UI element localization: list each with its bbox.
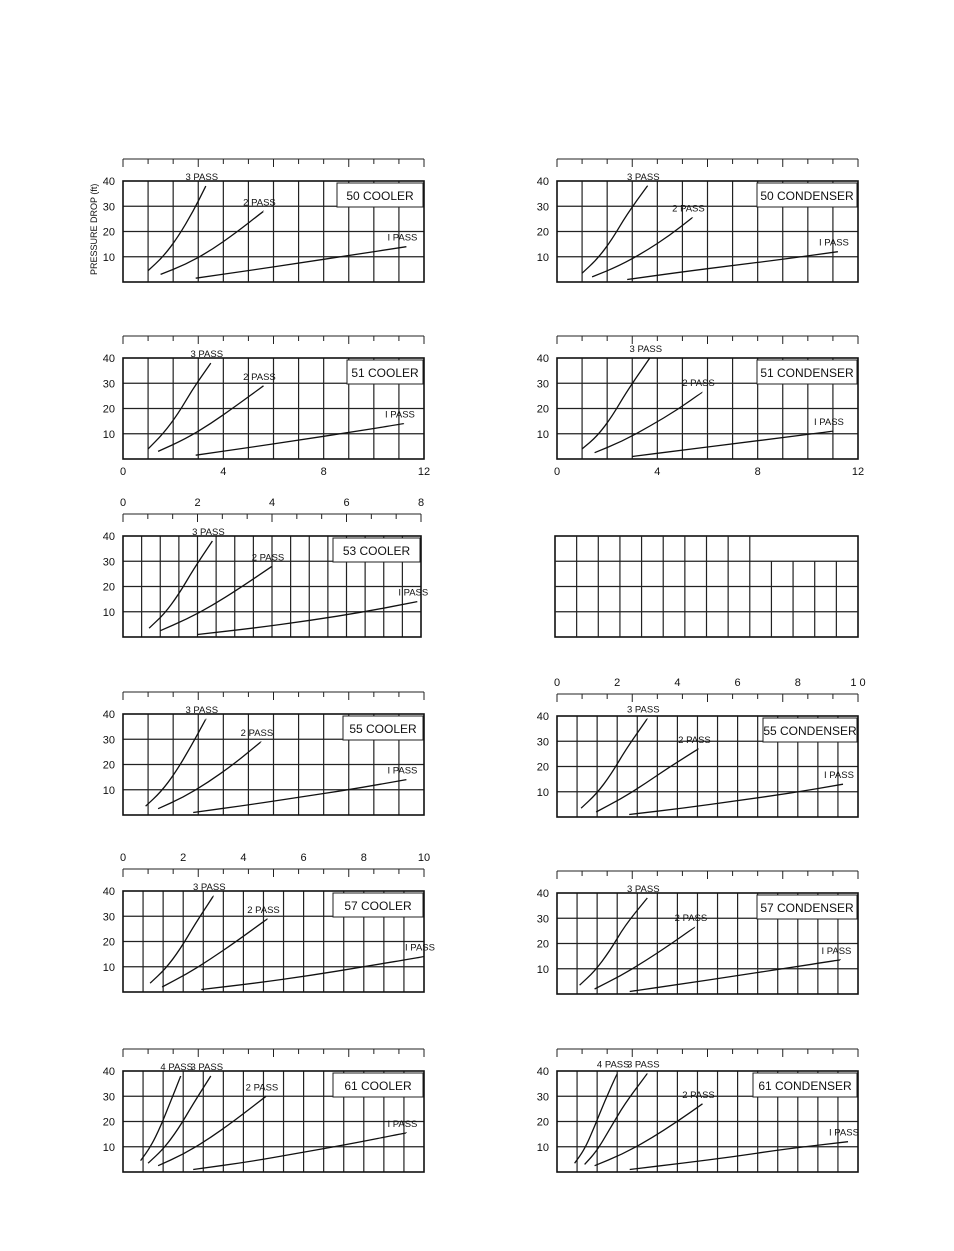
y-tick-label: 30: [102, 734, 115, 747]
y-tick-label: 30: [102, 201, 115, 214]
y-tick-label: 20: [102, 759, 115, 772]
y-tick-label: 20: [102, 936, 115, 949]
x-tick-label: 0: [119, 852, 127, 864]
series-label-3-pass: 3 PASS: [627, 172, 660, 184]
series-line-3-pass: [585, 1074, 648, 1165]
x-tick-label: 10: [417, 852, 431, 864]
y-tick-label: 10: [536, 786, 549, 799]
series-label-i-pass: I PASS: [829, 1127, 859, 1139]
y-tick-label: 20: [536, 1116, 549, 1129]
series-line-i-pass: [193, 1133, 406, 1170]
series-label-i-pass: I PASS: [818, 237, 849, 249]
x-tick-label: 2: [614, 677, 621, 689]
x-tick-label: 4: [240, 852, 247, 864]
x-tick-label: 0: [553, 677, 561, 689]
chart-title: 51 CONDENSER: [760, 366, 854, 380]
y-tick-label: 10: [536, 1141, 549, 1154]
chart-55-condenser: [537, 677, 866, 817]
chart-title: 55 COOLER: [349, 722, 417, 736]
series-line-2-pass: [158, 1096, 266, 1165]
series-line-i-pass: [630, 960, 841, 992]
series-line-3-pass: [146, 719, 206, 806]
x-tick-label: 8: [320, 466, 327, 478]
y-tick-label: 40: [102, 1066, 115, 1078]
x-tick-label: 4: [674, 677, 681, 689]
x-tick-label: 12: [417, 466, 431, 478]
x-tick-label: 8: [754, 466, 761, 478]
series-label-2-pass: 2 PASS: [247, 904, 280, 916]
series-label-2-pass: 2 PASS: [243, 197, 276, 209]
y-tick-label: 10: [102, 1141, 115, 1154]
x-tick-label: 0: [119, 466, 127, 478]
chart-title: 57 CONDENSER: [760, 901, 854, 915]
y-tick-label: 20: [536, 761, 549, 774]
series-line-4-pass: [141, 1076, 181, 1161]
y-tick-label: 20: [102, 1116, 115, 1129]
chart-title: 50 CONDENSER: [760, 189, 854, 203]
series-line-3-pass: [149, 541, 212, 628]
y-tick-label: 10: [102, 428, 115, 441]
series-line-i-pass: [201, 957, 424, 990]
y-tick-label: 30: [102, 911, 115, 924]
x-tick-label: 2: [194, 497, 201, 509]
y-tick-label: 30: [536, 1091, 549, 1104]
series-label-2-pass: 2 PASS: [674, 913, 708, 925]
y-tick-label: 40: [102, 353, 115, 365]
series-label-i-pass: I PASS: [823, 770, 854, 782]
series-line-i-pass: [196, 424, 404, 456]
series-label-2-pass: 2 PASS: [245, 1082, 279, 1094]
y-tick-label: 10: [102, 784, 115, 797]
chart-title: 57 COOLER: [344, 899, 412, 913]
series-label-3-pass: 3 PASS: [627, 1059, 660, 1071]
x-tick-label: 4: [654, 466, 661, 478]
y-tick-label: 10: [536, 963, 549, 976]
series-label-3-pass: 3 PASS: [192, 527, 225, 539]
chart-51-condenser: [537, 336, 864, 478]
x-tick-label: 4: [268, 497, 276, 509]
y-tick-label: 40: [102, 176, 115, 188]
x-tick-label: 8: [360, 852, 367, 864]
chart-61-condenser: [537, 1049, 859, 1172]
series-label-3-pass: 3 PASS: [190, 349, 224, 361]
x-tick-label: 6: [343, 497, 350, 509]
series-label-3-pass: 3 PASS: [627, 704, 660, 716]
series-label-i-pass: I PASS: [387, 1118, 418, 1130]
series-label-i-pass: I PASS: [821, 945, 852, 957]
series-label-2-pass: 2 PASS: [251, 552, 285, 564]
series-line-2-pass: [595, 1104, 703, 1166]
chart-53-cooler: [103, 497, 428, 637]
series-line-3-pass: [582, 186, 647, 273]
x-tick-label: 6: [300, 852, 307, 864]
series-line-i-pass: [630, 1142, 848, 1170]
series-label-2-pass: 2 PASS: [240, 727, 274, 739]
y-tick-label: 40: [536, 176, 549, 188]
chart-57-cooler: [103, 852, 435, 992]
series-line-3-pass: [148, 1076, 211, 1163]
y-axis-label: PRESSURE DROP (ft): [89, 183, 99, 275]
series-label-2-pass: 2 PASS: [243, 371, 276, 383]
chart-title: 61 COOLER: [344, 1079, 412, 1093]
y-tick-label: 30: [536, 913, 549, 926]
x-tick-label: 0: [553, 466, 561, 478]
y-tick-label: 20: [536, 938, 549, 951]
series-label-3-pass: 3 PASS: [193, 882, 226, 894]
chart-50-cooler: [103, 159, 424, 282]
y-tick-label: 30: [102, 378, 115, 391]
y-tick-label: 30: [102, 556, 115, 569]
y-tick-label: 10: [102, 251, 115, 264]
series-label-3-pass: 3 PASS: [627, 884, 660, 896]
x-tick-label: 12: [851, 466, 865, 478]
y-tick-label: 20: [536, 403, 549, 416]
chart-title: 53 COOLER: [342, 544, 411, 558]
chart-51-cooler: [103, 336, 430, 478]
y-tick-label: 20: [102, 581, 115, 594]
series-label-4-pass: 4 PASS: [160, 1062, 193, 1074]
y-tick-label: 10: [536, 428, 549, 441]
series-label-2-pass: 2 PASS: [672, 203, 705, 215]
series-label-i-pass: I PASS: [398, 587, 429, 599]
series-label-i-pass: I PASS: [813, 417, 844, 429]
y-tick-label: 20: [536, 226, 549, 239]
series-label-i-pass: I PASS: [387, 765, 418, 777]
x-tick-label: 6: [734, 677, 741, 689]
series-label-3-pass: 3 PASS: [185, 172, 219, 184]
x-tick-label: 8: [794, 677, 801, 689]
y-tick-label: 20: [102, 403, 115, 416]
series-label-3-pass: 3 PASS: [190, 1062, 224, 1074]
series-label-4-pass: 4 PASS: [596, 1059, 630, 1071]
series-label-3-pass: 3 PASS: [629, 344, 663, 355]
series-line-4-pass: [575, 1074, 618, 1164]
x-tick-label: 0: [119, 497, 127, 509]
series-label-2-pass: 2 PASS: [682, 1089, 715, 1101]
y-tick-label: 10: [536, 251, 549, 264]
chart-title: 55 CONDENSER: [763, 724, 857, 738]
x-tick-label: 1 0: [850, 677, 866, 689]
chart-title: 51 COOLER: [351, 366, 419, 380]
x-tick-label: 4: [220, 466, 227, 478]
y-tick-label: 40: [536, 1066, 549, 1078]
y-tick-label: 20: [102, 226, 115, 239]
series-line-i-pass: [196, 247, 407, 279]
series-label-i-pass: I PASS: [387, 232, 418, 244]
series-line-3-pass: [582, 358, 650, 449]
series-line-2-pass: [595, 392, 703, 453]
y-tick-label: 40: [102, 531, 115, 543]
series-label-i-pass: I PASS: [384, 409, 415, 421]
chart-57-condenser: [537, 871, 858, 994]
y-tick-label: 10: [102, 606, 115, 619]
y-tick-label: 30: [536, 378, 549, 391]
chart-title: 50 COOLER: [346, 189, 414, 203]
y-tick-label: 30: [102, 1091, 115, 1104]
y-tick-label: 10: [102, 961, 115, 974]
blank-grid: [555, 536, 858, 637]
series-line-2-pass: [596, 749, 698, 812]
chart-title: 61 CONDENSER: [758, 1079, 852, 1093]
y-tick-label: 40: [536, 711, 549, 723]
y-tick-label: 30: [536, 736, 549, 749]
series-label-i-pass: I PASS: [405, 942, 435, 954]
series-label-2-pass: 2 PASS: [678, 734, 711, 746]
chart-61-cooler: [103, 1049, 424, 1172]
chart-55-cooler: [103, 692, 424, 815]
series-line-3-pass: [148, 363, 211, 449]
y-tick-label: 30: [536, 201, 549, 214]
series-label-2-pass: 2 PASS: [682, 378, 715, 390]
x-tick-label: 2: [180, 852, 187, 864]
chart-50-condenser: [537, 159, 858, 282]
y-tick-label: 40: [102, 709, 115, 721]
x-tick-label: 8: [417, 497, 425, 509]
series-label-3-pass: 3 PASS: [185, 705, 219, 717]
y-tick-label: 40: [102, 886, 115, 898]
series-line-i-pass: [629, 784, 843, 814]
y-tick-label: 40: [536, 888, 549, 900]
series-line-2-pass: [595, 927, 695, 989]
y-tick-label: 40: [536, 353, 549, 365]
